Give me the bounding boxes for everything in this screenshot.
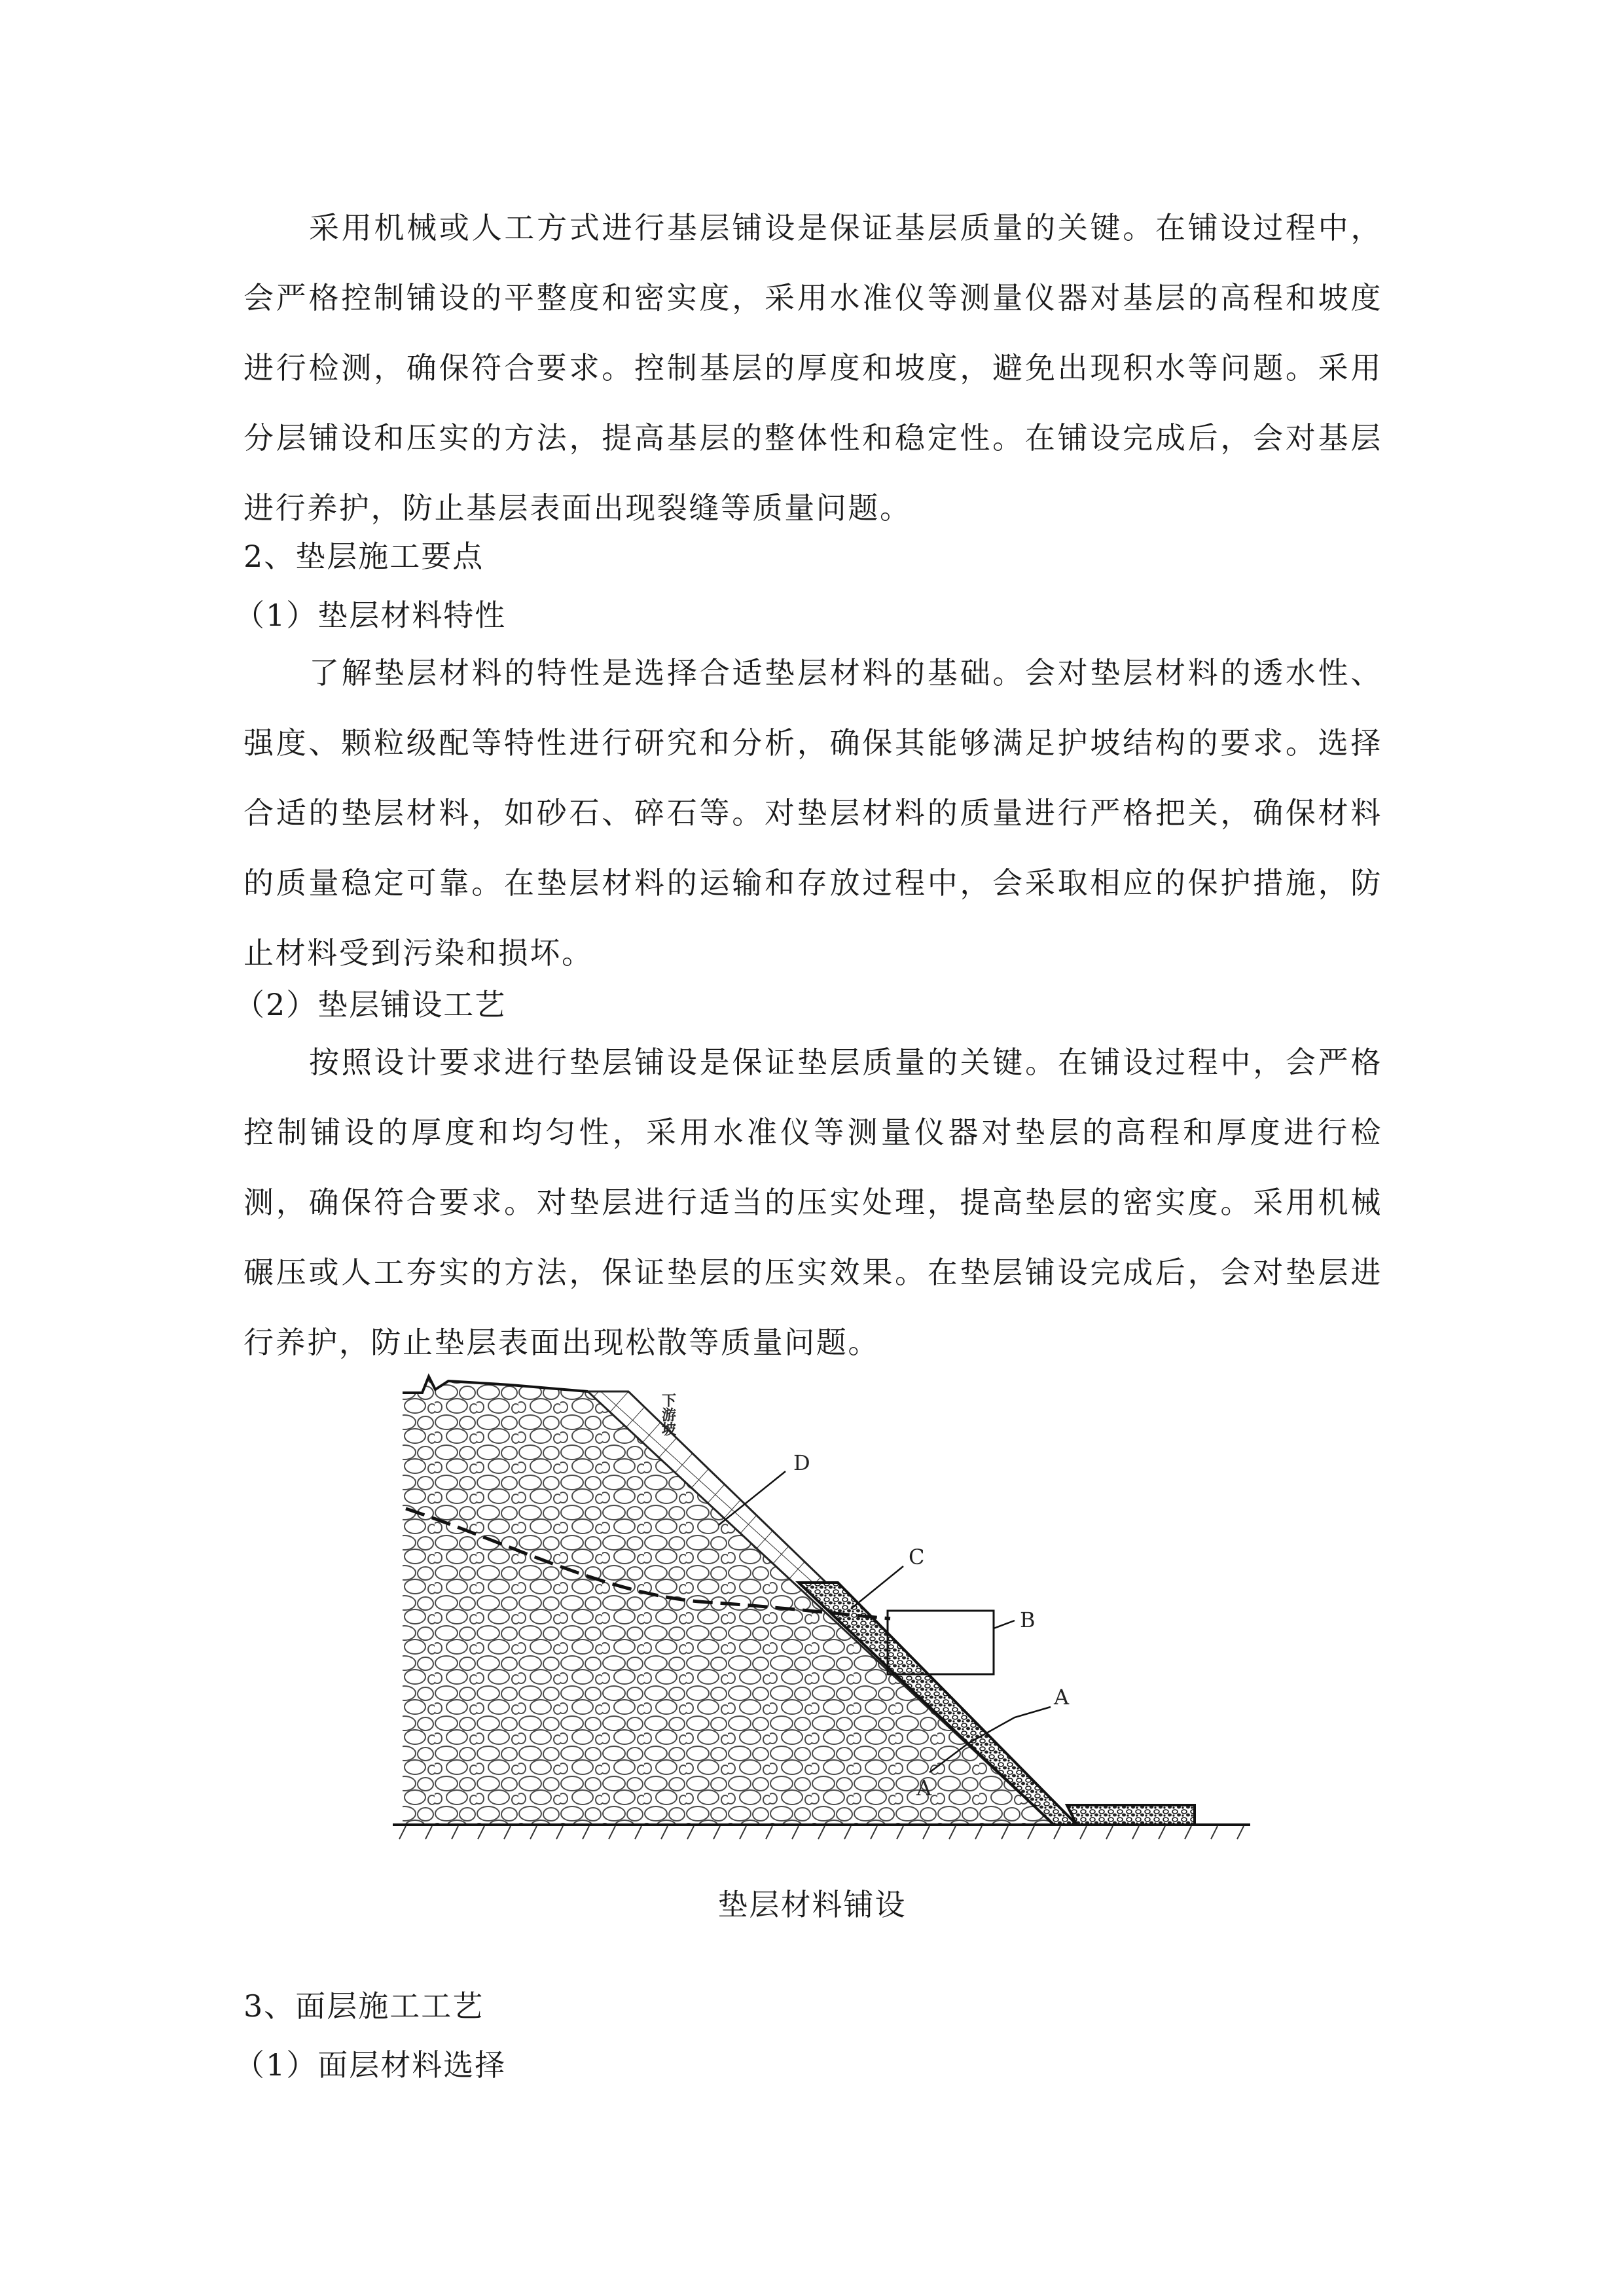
leader-c bbox=[851, 1566, 903, 1609]
leader-b bbox=[994, 1621, 1015, 1628]
heading-cushion-construction: 2、垫层施工要点 bbox=[244, 539, 484, 574]
figure-caption: 垫层材料铺设 bbox=[717, 1887, 907, 1922]
label-b: B bbox=[1020, 1607, 1036, 1632]
slope-cross-section-diagram bbox=[393, 1354, 1257, 1871]
slope-cushion-figure bbox=[393, 1354, 1257, 1871]
paragraph-base-laying: 采用机械或人工方式进行基层铺设是保证基层质量的关键。在铺设过程中，会严格控制铺设的平整度和密实度，采用水准仪等测量仪器对基层的高程和坡度进行检测，确保符合要求。控制基层的厚度和坡度，避免出现积水等问题。采用分层铺设和压实的方法，提高基层的整体性和稳定性。在铺设完成后，会对基层进行养护，防止基层表面出现裂缝等质量问题。 bbox=[244, 210, 1382, 526]
label-d: D bbox=[793, 1450, 810, 1475]
paragraph-cushion-laying: 按照设计要求进行垫层铺设是保证垫层质量的关键。在铺设过程中，会严格控制铺设的厚度和均匀性，采用水准仪等测量仪器对垫层的高程和厚度进行检测，确保符合要求。对垫层进行适当的压实处理，提高垫层的密实度。采用机械碾压或人工夯实的方法，保证垫层的压实效果。在垫层铺设完成后，会对垫层进行养护，防止垫层表面出现松散等质量问题。 bbox=[244, 1045, 1382, 1360]
heading-cushion-laying-process: （2）垫层铺设工艺 bbox=[234, 987, 507, 1022]
heading-surface-material-selection: （1）面层材料选择 bbox=[234, 2047, 507, 2083]
label-a-lower: A bbox=[916, 1776, 932, 1801]
paragraph-cushion-material: 了解垫层材料的特性是选择合适垫层材料的基础。会对垫层材料的透水性、强度、颗粒级配等特性进行研究和分析，确保其能够满足护坡结构的要求。选择合适的垫层材料，如砂石、碎石等。对垫层材料的质量进行严格把关，确保材料的质量稳定可靠。在垫层材料的运输和存放过程中，会采取相应的保护措施，防止材料受到污染和损坏。 bbox=[244, 655, 1382, 971]
label-downstream-slope: 下游坡 bbox=[659, 1393, 676, 1436]
heading-surface-construction: 3、面层施工工艺 bbox=[244, 1988, 484, 2024]
heading-cushion-material-properties: （1）垫层材料特性 bbox=[234, 598, 507, 633]
ground-hatching bbox=[399, 1826, 1244, 1839]
label-a-upper: A bbox=[1054, 1685, 1070, 1710]
embankment-body bbox=[403, 1376, 1054, 1825]
label-c: C bbox=[909, 1545, 925, 1570]
toe-gravel bbox=[1067, 1805, 1195, 1825]
